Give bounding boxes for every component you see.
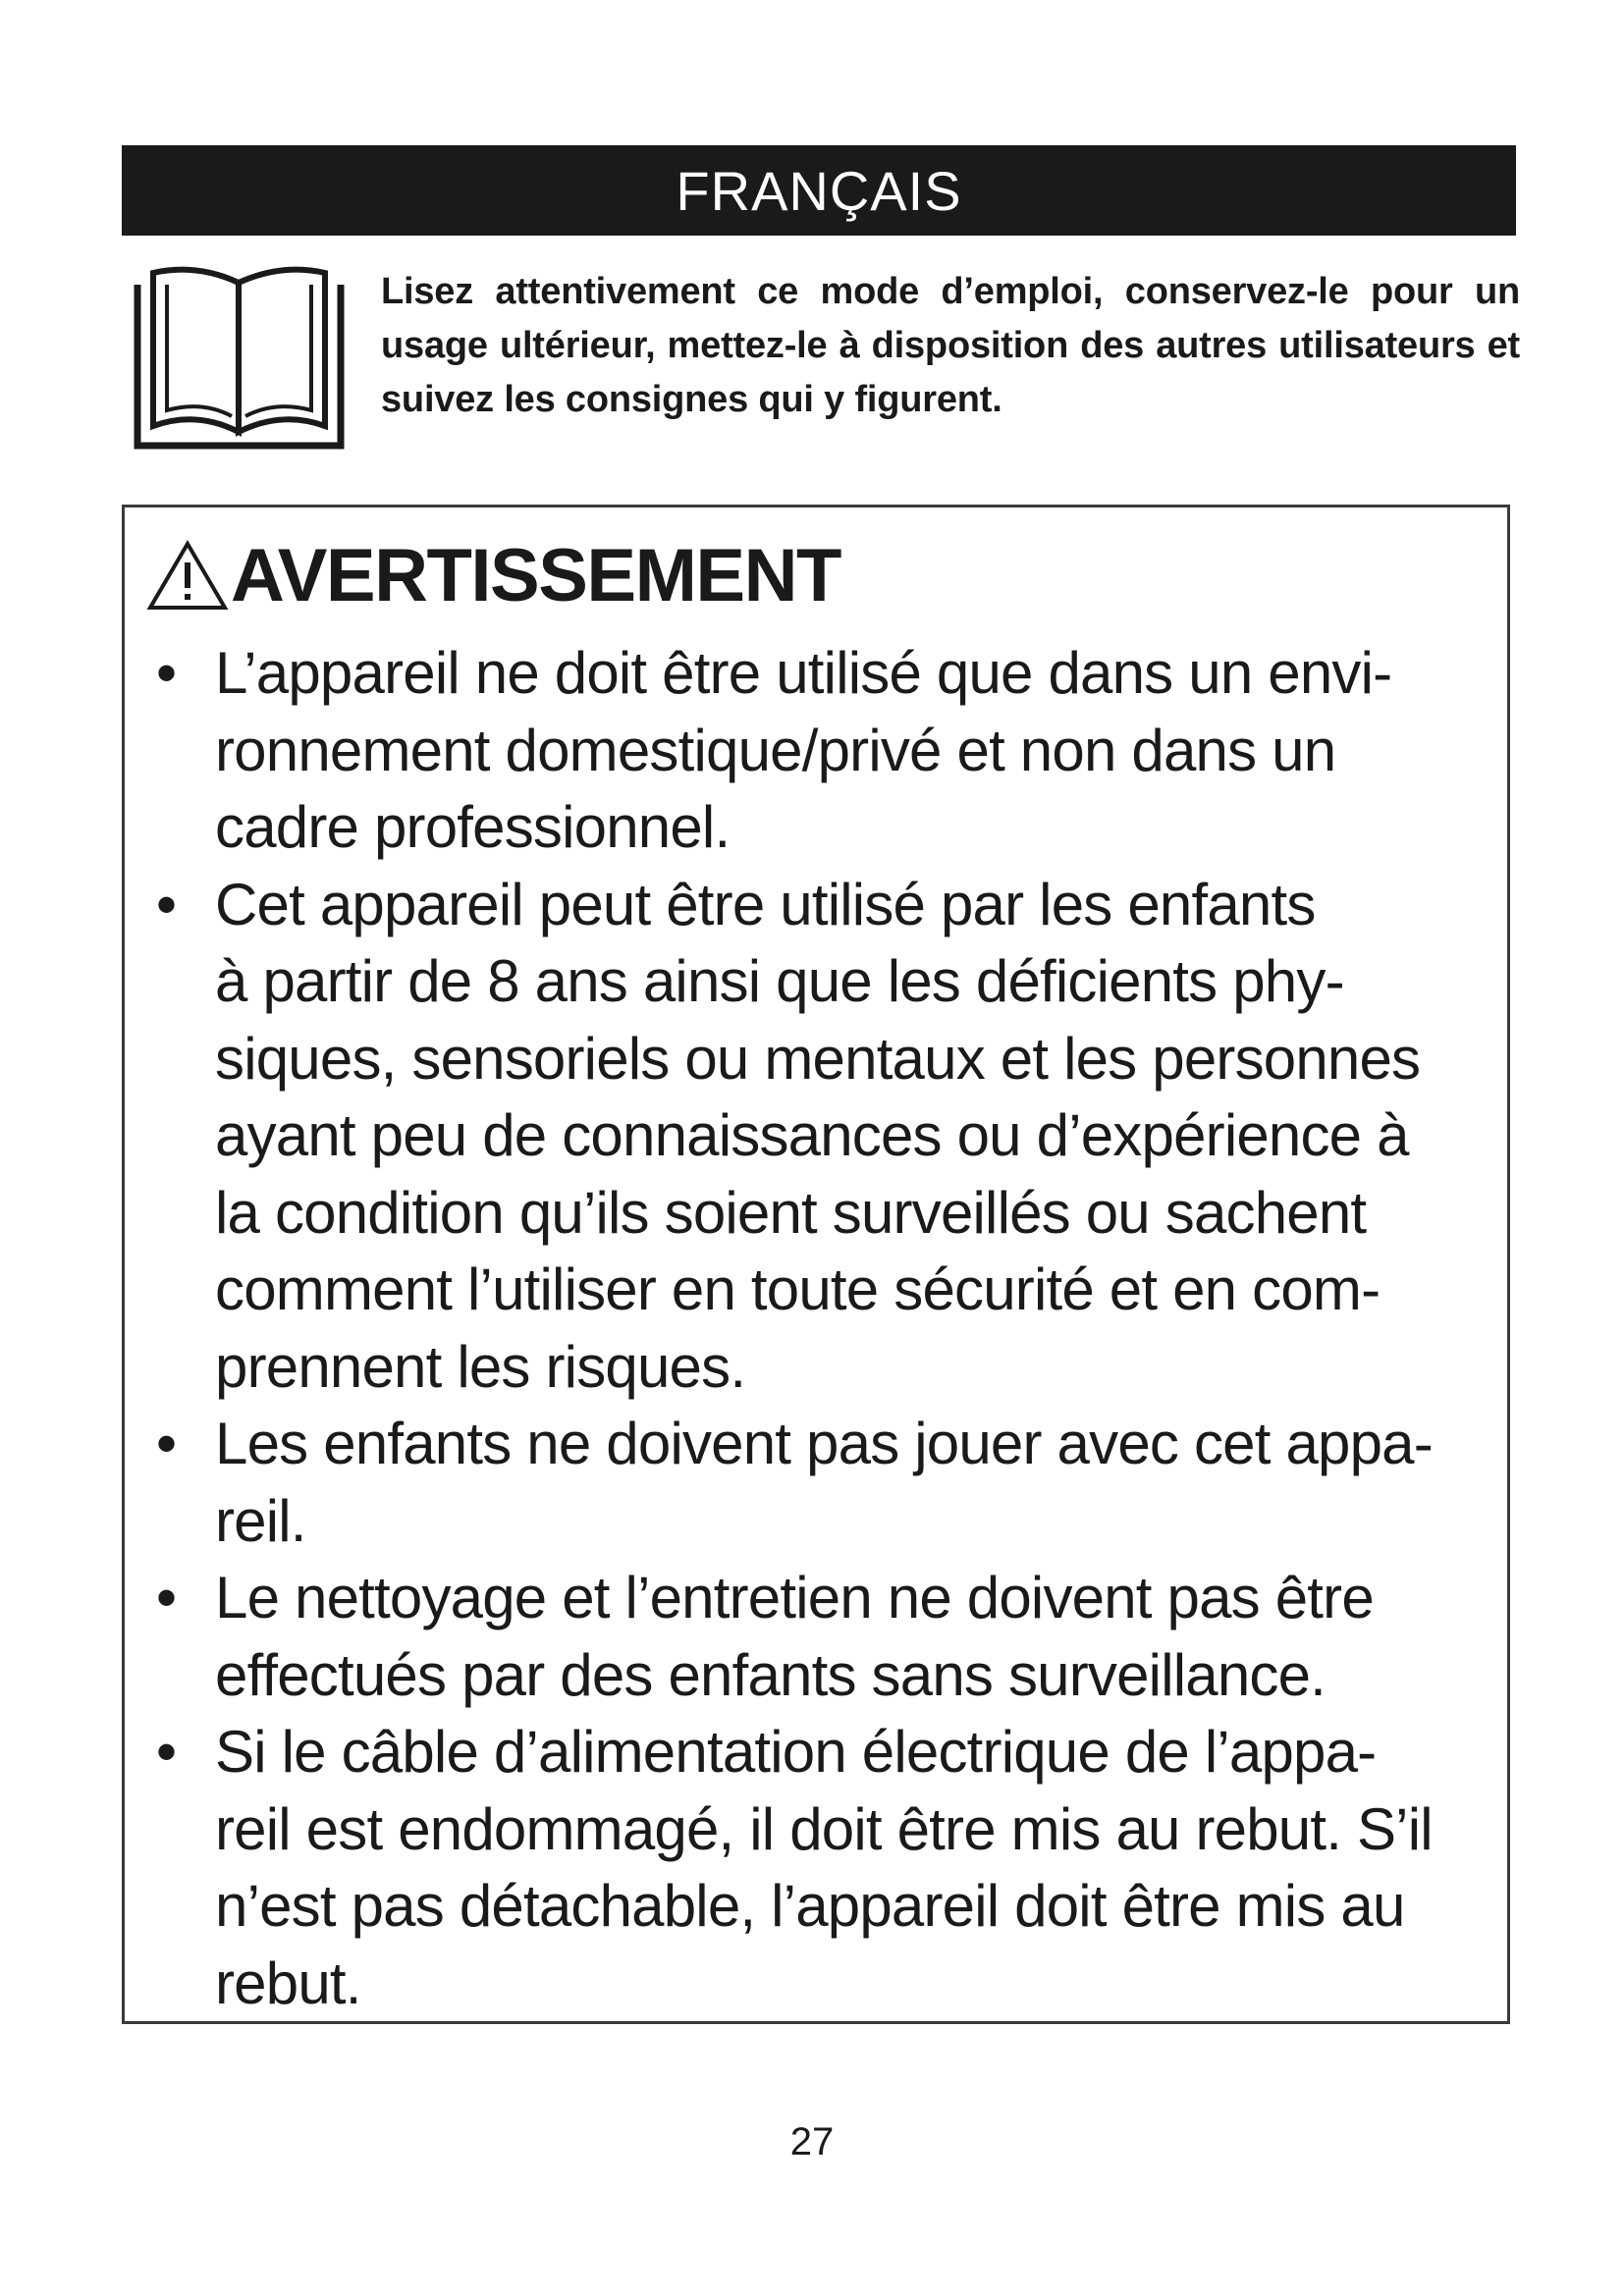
warning-item-text: Si le câble d’alimentation électrique de l’appa- reil est endommagé, il doit être mis au rebut. S’il n’est pas détachable, l’appareil doit être mis au rebut. bbox=[215, 1719, 1433, 2016]
warning-box bbox=[122, 505, 1510, 2024]
warning-triangle-icon bbox=[146, 539, 229, 612]
warning-item-domestic-use bbox=[146, 635, 1491, 867]
warning-header bbox=[146, 531, 840, 619]
bullet: • bbox=[156, 1719, 177, 1785]
page-number: 27 bbox=[789, 2120, 835, 2163]
open-book-icon bbox=[134, 263, 345, 450]
warning-item-text: Cet appareil peut être utilisé par les enfants à partir de 8 ans ainsi que les déficients phy- siques, sensoriels ou mentaux et les personnes ayant peu de connaissances ou d’expérience à la condition qu’ils soient surveillés ou sachent comment l’utiliser en toute sécurité et en com- prennent les risques. bbox=[215, 871, 1421, 1400]
warning-item-children-supervision bbox=[146, 867, 1491, 1407]
warning-item-text: L’appareil ne doit être utilisé que dans un envi- ronnement domestique/privé et non dans un cadre professionnel. bbox=[215, 640, 1392, 860]
warning-item-cleaning bbox=[146, 1560, 1491, 1714]
language-header-bar bbox=[122, 145, 1516, 236]
bullet: • bbox=[156, 1565, 177, 1630]
notice-text: Lisez attentivement ce mode d’emploi, conservez-le pour un usage ultérieur, mettez-le à disposition des autres utilisateurs et suivez les consignes qui y figurent. bbox=[381, 271, 1520, 420]
warning-item-no-playing bbox=[146, 1406, 1491, 1560]
read-instructions-notice bbox=[134, 263, 1520, 459]
bullet: • bbox=[156, 1411, 177, 1476]
warning-item-damaged-cable bbox=[146, 1714, 1491, 2022]
warning-list bbox=[146, 635, 1491, 2022]
bullet: • bbox=[156, 640, 177, 706]
warning-title: AVERTISSEMENT bbox=[231, 533, 840, 617]
bullet: • bbox=[156, 871, 177, 937]
warning-item-text: Les enfants ne doivent pas jouer avec cet appa- reil. bbox=[215, 1411, 1433, 1554]
language-title: FRANÇAIS bbox=[676, 159, 962, 222]
warning-item-text: Le nettoyage et l’entretien ne doivent pas être effectués par des enfants sans surveillance. bbox=[215, 1565, 1374, 1708]
